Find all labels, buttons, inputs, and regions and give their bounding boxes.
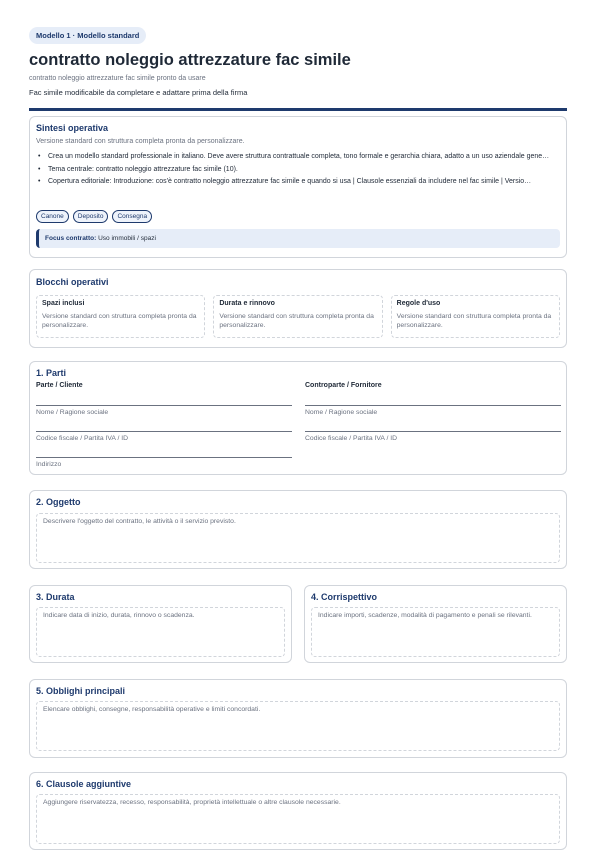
object-title: 2. Oggetto	[36, 497, 81, 507]
fee-textarea[interactable]: Indicare importi, scadenze, modalità di pagamento e penali se rilevanti.	[311, 607, 560, 657]
client-name-field[interactable]: Nome / Ragione sociale	[36, 405, 292, 416]
duration-textarea[interactable]: Indicare data di inizio, durata, rinnovo o scadenza.	[36, 607, 285, 657]
party-supplier-heading: Controparte / Fornitore	[305, 382, 382, 389]
block-regole	[391, 295, 560, 338]
supplier-tax-id-field[interactable]: Codice fiscale / Partita IVA / ID	[305, 431, 561, 442]
blocks-row	[36, 295, 560, 338]
block-title: Regole d'uso	[396, 300, 441, 307]
blocks-title: Blocchi operativi	[36, 277, 109, 287]
obligations-title: 5. Obblighi principali	[36, 686, 126, 696]
chip-consegna[interactable]: Consegna	[112, 210, 152, 223]
block-title: Spazi inclusi	[42, 300, 85, 307]
list-item: • Crea un modello standard professionale in italiano. Deve avere struttura contrattuale completa, tono formale e gerarchia chiara, adatto a un uso aziendale gene…	[36, 152, 560, 162]
chip-canone[interactable]: Canone	[36, 210, 69, 223]
block-spazi	[36, 295, 205, 338]
page-title: contratto noleggio attrezzature fac simile	[29, 51, 351, 69]
summary-subtitle: Versione standard con struttura completa pronta da personalizzare.	[36, 138, 245, 145]
block-durata	[213, 295, 382, 338]
party-client	[36, 382, 292, 468]
fee-card	[304, 585, 567, 663]
page-subtitle: contratto noleggio attrezzature fac simile pronto da usare	[29, 75, 206, 82]
obligations-textarea[interactable]: Elencare obblighi, consegne, responsabilità operative e limiti concordati.	[36, 701, 560, 751]
focus-value: Uso immobili / spazi	[98, 235, 156, 242]
focus-note	[36, 229, 560, 248]
tag-chips	[36, 210, 152, 223]
object-card	[29, 490, 567, 569]
block-text: Versione standard con struttura completa pronta da personalizzare.	[396, 313, 552, 329]
focus-label: Focus contratto:	[45, 235, 97, 242]
clauses-title: 6. Clausole aggiuntive	[36, 779, 132, 789]
party-client-heading: Parte / Cliente	[36, 382, 83, 389]
list-item: • Tema centrale: contratto noleggio attrezzature fac simile (10).	[36, 165, 560, 175]
summary-list	[36, 152, 560, 190]
party-supplier	[305, 382, 561, 442]
summary-card	[29, 116, 567, 258]
clauses-textarea[interactable]: Aggiungere riservatezza, recesso, responsabilità, proprietà intellettuale o altre clausole necessarie.	[36, 794, 560, 844]
client-tax-id-field[interactable]: Codice fiscale / Partita IVA / ID	[36, 431, 292, 442]
template-badge: Modello 1 · Modello standard	[29, 27, 146, 44]
clauses-card	[29, 772, 567, 850]
page-tagline: Fac simile modificabile da completare e adattare prima della firma	[29, 88, 248, 97]
block-title: Durata e rinnovo	[219, 300, 275, 307]
list-item: • Copertura editoriale: Introduzione: cos'è contratto noleggio attrezzature fac simile e quando si usa | Clausole essenziali da includere nel fac simile | Versio…	[36, 177, 560, 187]
document-page	[29, 25, 567, 111]
block-text: Versione standard con struttura completa pronta da personalizzare.	[219, 313, 374, 329]
obligations-card	[29, 679, 567, 758]
parties-title: 1. Parti	[36, 368, 67, 378]
fee-title: 4. Corrispettivo	[311, 592, 378, 602]
chip-deposito[interactable]: Deposito	[73, 210, 109, 223]
object-textarea[interactable]: Descrivere l'oggetto del contratto, le attività o il servizio previsto.	[36, 513, 560, 563]
duration-card	[29, 585, 292, 663]
block-text: Versione standard con struttura completa pronta da personalizzare.	[42, 313, 197, 329]
parties-card	[29, 361, 567, 475]
blocks-card	[29, 269, 567, 348]
client-address-field[interactable]: Indirizzo	[36, 457, 292, 468]
header-divider	[29, 108, 567, 111]
duration-title: 3. Durata	[36, 592, 75, 602]
summary-title: Sintesi operativa	[36, 123, 109, 133]
supplier-name-field[interactable]: Nome / Ragione sociale	[305, 405, 561, 416]
